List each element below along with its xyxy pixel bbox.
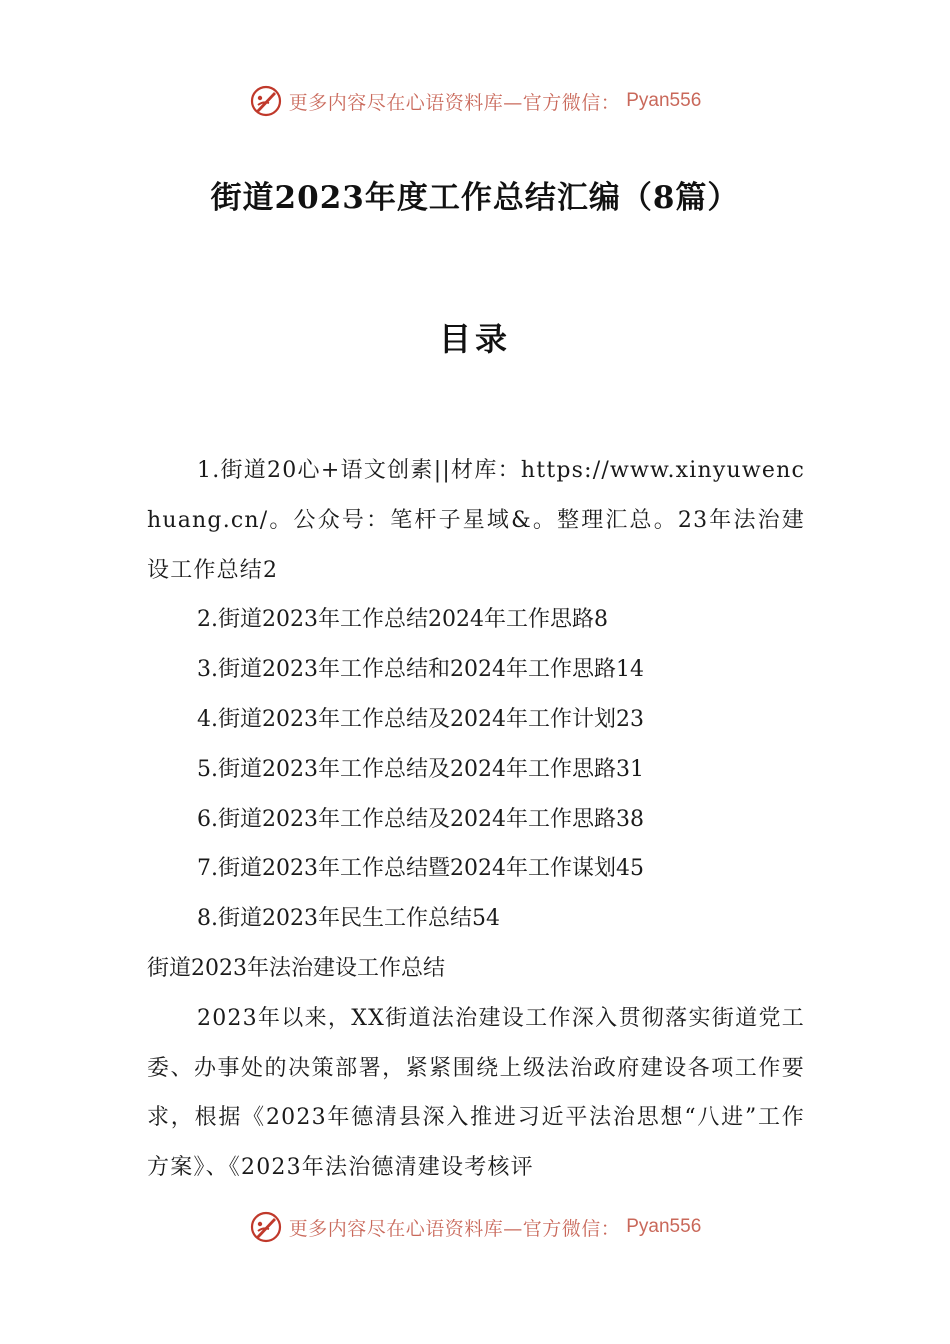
footer-banner-wechat-id: Pyan556 [626, 1216, 702, 1237]
header-banner-wechat-id: Pyan556 [626, 90, 702, 111]
toc-item-4: 4.街道2023年工作总结及2024年工作计划23 [197, 706, 644, 732]
header-banner-text: 更多内容尽在心语资料库—官方微信： [288, 91, 621, 114]
toc-item-6: 6.街道2023年工作总结及2024年工作思路38 [197, 806, 644, 832]
footer-banner-text: 更多内容尽在心语资料库—官方微信： [288, 1217, 621, 1240]
footer-banner [0, 1210, 950, 1244]
quill-pen-icon [249, 1210, 283, 1244]
toc-item-8: 8.街道2023年民生工作总结54 [197, 906, 500, 932]
document-title: 街道2023年度工作总结汇编（8篇） [210, 180, 740, 216]
toc-item-2: 2.街道2023年工作总结2024年工作思路8 [197, 607, 608, 633]
header-banner [0, 84, 950, 118]
quill-pen-icon [249, 84, 283, 118]
toc-item-1: 1.街道20心+语文创素||材库：https://www.xinyuwenchuang.cn/。公众号：笔杆子星域&。整理汇总。23年法治建设工作总结2 [147, 458, 805, 583]
toc-item-3: 3.街道2023年工作总结和2024年工作思路14 [197, 657, 644, 683]
document-body [147, 446, 805, 1193]
section-heading: 街道2023年法治建设工作总结 [147, 955, 445, 981]
toc-item-7: 7.街道2023年工作总结暨2024年工作谋划45 [197, 856, 644, 882]
body-paragraph: 2023年以来，XX街道法治建设工作深入贯彻落实街道党工委、办事处的决策部署，紧紧围绕上级法治政府建设各项工作要求，根据《2023年德清县深入推进习近平法治思想“八进”工作方案》、《2023年法治德清建设考核评 [147, 1005, 805, 1181]
toc-heading: 目录 [438, 320, 511, 358]
toc-item-5: 5.街道2023年工作总结及2024年工作思路31 [197, 756, 644, 782]
